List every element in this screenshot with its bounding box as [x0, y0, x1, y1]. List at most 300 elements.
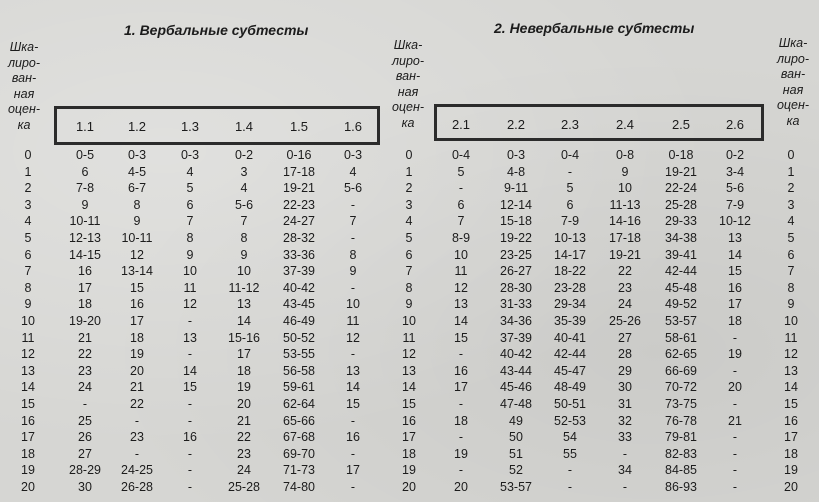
middle-scaled-score: 4 — [405, 214, 413, 229]
nonverbal-column-header: 2.5 — [671, 117, 691, 132]
nonverbal-raw-score-cell: - — [567, 463, 573, 478]
verbal-raw-score-cell: 7 — [240, 214, 248, 229]
nonverbal-raw-score-cell: 16 — [454, 363, 468, 378]
verbal-raw-score-cell: 7 — [186, 214, 194, 229]
verbal-raw-score-cell: 15 — [130, 280, 144, 295]
nonverbal-raw-score-cell: 0-4 — [451, 148, 471, 162]
verbal-raw-score-cell: 5 — [186, 181, 194, 196]
table-row — [0, 462, 819, 478]
verbal-raw-score-cell: - — [187, 446, 193, 461]
nonverbal-raw-score-cell: 23 — [618, 280, 632, 295]
right-scaled-score: 9 — [787, 297, 795, 312]
verbal-raw-score-cell: 67-68 — [283, 430, 315, 445]
verbal-raw-score-cell: 14 — [346, 380, 360, 395]
verbal-raw-score-cell: - — [350, 197, 356, 212]
nonverbal-raw-score-cell: - — [458, 463, 464, 478]
nonverbal-raw-score-cell: 16 — [728, 280, 742, 295]
middle-scaled-score-heading: Шка- лиро- ван- ная оцен- ка — [391, 38, 425, 130]
nonverbal-raw-score-cell: 79-81 — [665, 430, 697, 445]
verbal-raw-score-cell: 3 — [240, 164, 248, 179]
nonverbal-raw-score-cell: 5 — [566, 181, 574, 196]
verbal-raw-score-cell: 21 — [130, 380, 144, 395]
middle-scaled-score: 19 — [402, 463, 416, 478]
left-scaled-score: 6 — [24, 247, 32, 262]
right-scaled-score: 4 — [787, 214, 795, 229]
right-scaled-score: 11 — [784, 330, 798, 345]
verbal-raw-score-cell: - — [350, 480, 356, 494]
verbal-raw-score-cell: 17 — [346, 463, 360, 478]
nonverbal-raw-score-cell: 24 — [618, 297, 632, 312]
nonverbal-raw-score-cell: - — [567, 480, 573, 494]
verbal-raw-score-cell: 40-42 — [283, 280, 315, 295]
verbal-raw-score-cell: 10 — [237, 264, 251, 279]
nonverbal-raw-score-cell: 62-65 — [665, 347, 697, 362]
verbal-raw-score-cell: - — [187, 397, 193, 411]
nonverbal-raw-score-cell: - — [458, 397, 464, 411]
left-scaled-score: 16 — [21, 413, 35, 428]
nonverbal-raw-score-cell: 3-4 — [725, 164, 745, 179]
verbal-raw-score-cell: 74-80 — [283, 480, 315, 494]
verbal-column-header: 1.5 — [289, 119, 309, 134]
middle-scaled-score: 3 — [405, 197, 413, 212]
verbal-raw-score-cell: 22 — [130, 397, 144, 411]
verbal-raw-score-cell: - — [187, 463, 193, 478]
middle-scaled-score: 16 — [402, 413, 416, 428]
verbal-raw-score-cell: 17-18 — [283, 164, 315, 179]
nonverbal-raw-score-cell: 12 — [454, 280, 468, 295]
nonverbal-raw-score-cell: 76-78 — [665, 413, 697, 428]
verbal-raw-score-cell: 10-11 — [69, 214, 101, 229]
nonverbal-raw-score-cell: 30 — [618, 380, 632, 395]
table-row — [0, 230, 819, 246]
nonverbal-raw-score-cell: 14-17 — [554, 247, 586, 262]
right-scaled-score: 3 — [787, 197, 795, 212]
middle-scaled-score: 6 — [405, 247, 413, 262]
verbal-raw-score-cell: 37-39 — [283, 264, 315, 279]
verbal-raw-score-cell: 4 — [186, 164, 194, 179]
right-scaled-score: 16 — [784, 413, 798, 428]
verbal-raw-score-cell: 12 — [346, 330, 360, 345]
middle-scaled-score: 15 — [402, 397, 416, 411]
verbal-raw-score-cell: 15 — [183, 380, 197, 395]
nonverbal-raw-score-cell: 15 — [728, 264, 742, 279]
nonverbal-raw-score-cell: - — [622, 480, 628, 494]
nonverbal-raw-score-cell: 34-38 — [665, 231, 697, 245]
right-scaled-score: 7 — [787, 264, 795, 279]
nonverbal-raw-score-cell: 15 — [454, 330, 468, 345]
nonverbal-raw-score-cell: 29-33 — [665, 214, 697, 229]
nonverbal-raw-score-cell: - — [732, 397, 738, 411]
nonverbal-raw-score-cell: 45-47 — [554, 363, 586, 378]
right-scaled-score: 20 — [784, 480, 798, 494]
verbal-raw-score-cell: 6-7 — [127, 181, 147, 196]
nonverbal-raw-score-cell: 12-14 — [500, 197, 532, 212]
nonverbal-raw-score-cell: - — [732, 430, 738, 445]
nonverbal-raw-score-cell: 23-28 — [554, 280, 586, 295]
right-scaled-score-heading: Шка- лиро- ван- ная оцен- ка — [776, 36, 810, 128]
middle-scaled-score: 18 — [402, 446, 416, 461]
nonverbal-raw-score-cell: 10 — [454, 247, 468, 262]
verbal-raw-score-cell: 4-5 — [127, 164, 147, 179]
left-scaled-score: 4 — [24, 214, 32, 229]
nonverbal-raw-score-cell: 70-72 — [665, 380, 697, 395]
verbal-raw-score-cell: 5-6 — [234, 197, 254, 212]
verbal-raw-score-cell: 17 — [78, 280, 92, 295]
left-scaled-score: 14 — [21, 380, 35, 395]
verbal-column-header: 1.1 — [75, 119, 95, 134]
nonverbal-raw-score-cell: 19 — [454, 446, 468, 461]
nonverbal-raw-score-cell: 58-61 — [665, 330, 697, 345]
verbal-raw-score-cell: - — [350, 446, 356, 461]
verbal-raw-score-cell: 17 — [237, 347, 251, 362]
nonverbal-raw-score-cell: - — [458, 430, 464, 445]
verbal-raw-score-cell: 8 — [186, 231, 194, 245]
verbal-raw-score-cell: 0-16 — [286, 148, 312, 162]
nonverbal-raw-score-cell: 0-8 — [615, 148, 635, 162]
right-scaled-score: 2 — [787, 181, 795, 196]
left-scaled-score: 3 — [24, 197, 32, 212]
verbal-raw-score-cell: 12 — [183, 297, 197, 312]
nonverbal-raw-score-cell: 34-36 — [500, 314, 532, 328]
left-scaled-score: 13 — [21, 363, 35, 378]
nonverbal-raw-score-cell: 6 — [457, 197, 465, 212]
verbal-raw-score-cell: 71-73 — [283, 463, 315, 478]
verbal-raw-score-cell: - — [350, 231, 356, 245]
verbal-raw-score-cell: 13-14 — [121, 264, 153, 279]
left-scaled-score: 1 — [24, 164, 32, 179]
nonverbal-raw-score-cell: 22 — [618, 264, 632, 279]
nonverbal-raw-score-cell: - — [458, 181, 464, 196]
verbal-column-header: 1.3 — [180, 119, 200, 134]
table-row — [0, 429, 819, 445]
nonverbal-raw-score-cell: 13 — [728, 231, 742, 245]
verbal-raw-score-cell: 46-49 — [283, 314, 315, 328]
nonverbal-raw-score-cell: 82-83 — [665, 446, 697, 461]
nonverbal-column-header: 2.4 — [615, 117, 635, 132]
verbal-raw-score-cell: - — [187, 347, 193, 362]
nonverbal-raw-score-cell: 42-44 — [665, 264, 697, 279]
nonverbal-raw-score-cell: 86-93 — [665, 480, 697, 494]
verbal-raw-score-cell: 33-36 — [283, 247, 315, 262]
verbal-raw-score-cell: 11 — [346, 314, 360, 328]
left-scaled-score: 8 — [24, 280, 32, 295]
verbal-raw-score-cell: 19 — [130, 347, 144, 362]
verbal-raw-score-cell: 27 — [78, 446, 92, 461]
right-scaled-score: 14 — [784, 380, 798, 395]
nonverbal-raw-score-cell: 47-48 — [500, 397, 532, 411]
right-scaled-score: 19 — [784, 463, 798, 478]
right-scaled-score: 15 — [784, 397, 798, 411]
verbal-raw-score-cell: 14 — [183, 363, 197, 378]
nonverbal-raw-score-cell: 20 — [728, 380, 742, 395]
nonverbal-raw-score-cell: 50 — [509, 430, 523, 445]
verbal-raw-score-cell: 19 — [237, 380, 251, 395]
nonverbal-raw-score-cell: 17 — [454, 380, 468, 395]
nonverbal-raw-score-cell: 5-6 — [725, 181, 745, 196]
nonverbal-subtests-title: 2. Невербальные субтесты — [494, 20, 695, 36]
verbal-raw-score-cell: 19-21 — [283, 181, 315, 196]
verbal-raw-score-cell: 28-29 — [69, 463, 101, 478]
table-row — [0, 147, 819, 163]
middle-scaled-score: 12 — [402, 347, 416, 362]
verbal-raw-score-cell: 15-16 — [228, 330, 260, 345]
middle-scaled-score: 13 — [402, 363, 416, 378]
table-row — [0, 263, 819, 279]
nonverbal-raw-score-cell: 39-41 — [665, 247, 697, 262]
nonverbal-raw-score-cell: 19-22 — [500, 231, 532, 245]
table-row — [0, 396, 819, 412]
nonverbal-raw-score-cell: 10 — [618, 181, 632, 196]
verbal-raw-score-cell: 11-12 — [228, 280, 260, 295]
right-scaled-score: 18 — [784, 446, 798, 461]
verbal-raw-score-cell: 16 — [78, 264, 92, 279]
verbal-raw-score-cell: 24 — [237, 463, 251, 478]
verbal-raw-score-cell: 6 — [81, 164, 89, 179]
right-scaled-score: 0 — [787, 148, 795, 162]
verbal-raw-score-cell: 30 — [78, 480, 92, 494]
nonverbal-raw-score-cell: 34 — [618, 463, 632, 478]
verbal-raw-score-cell: 23 — [130, 430, 144, 445]
table-row — [0, 197, 819, 213]
table-row — [0, 446, 819, 462]
table-row — [0, 363, 819, 379]
verbal-raw-score-cell: 13 — [237, 297, 251, 312]
verbal-raw-score-cell: 69-70 — [283, 446, 315, 461]
nonverbal-raw-score-cell: - — [458, 347, 464, 362]
nonverbal-column-header: 2.3 — [560, 117, 580, 132]
verbal-raw-score-cell: 62-64 — [283, 397, 315, 411]
table-row — [0, 296, 819, 312]
verbal-raw-score-cell: 10-11 — [121, 231, 153, 245]
nonverbal-raw-score-cell: 11-13 — [609, 197, 641, 212]
nonverbal-raw-score-cell: 73-75 — [665, 397, 697, 411]
nonverbal-raw-score-cell: 37-39 — [500, 330, 532, 345]
nonverbal-raw-score-cell: 27 — [618, 330, 632, 345]
nonverbal-raw-score-cell: - — [732, 463, 738, 478]
nonverbal-raw-score-cell: 17-18 — [609, 231, 641, 245]
right-scaled-score: 8 — [787, 280, 795, 295]
verbal-raw-score-cell: - — [350, 413, 356, 428]
middle-scaled-score: 14 — [402, 380, 416, 395]
verbal-raw-score-cell: 0-2 — [234, 148, 254, 162]
nonverbal-raw-score-cell: 29 — [618, 363, 632, 378]
nonverbal-raw-score-cell: 49-52 — [665, 297, 697, 312]
nonverbal-raw-score-cell: 0-4 — [560, 148, 580, 162]
nonverbal-raw-score-cell: 53-57 — [665, 314, 697, 328]
right-scaled-score: 10 — [784, 314, 798, 328]
nonverbal-raw-score-cell: 0-3 — [506, 148, 526, 162]
verbal-raw-score-cell: - — [187, 413, 193, 428]
right-scaled-score: 17 — [784, 430, 798, 445]
nonverbal-raw-score-cell: 32 — [618, 413, 632, 428]
nonverbal-raw-score-cell: - — [732, 480, 738, 494]
nonverbal-raw-score-cell: 13 — [454, 297, 468, 312]
verbal-raw-score-cell: - — [350, 347, 356, 362]
left-scaled-score: 10 — [21, 314, 35, 328]
verbal-raw-score-cell: 50-52 — [283, 330, 315, 345]
nonverbal-raw-score-cell: - — [732, 363, 738, 378]
verbal-raw-score-cell: - — [187, 314, 193, 328]
table-row — [0, 247, 819, 263]
verbal-raw-score-cell: 14-15 — [69, 247, 101, 262]
verbal-raw-score-cell: 0-3 — [343, 148, 363, 162]
verbal-raw-score-cell: 0-5 — [75, 148, 95, 162]
verbal-raw-score-cell: 9 — [133, 214, 141, 229]
table-row — [0, 280, 819, 296]
nonverbal-raw-score-cell: 33 — [618, 430, 632, 445]
verbal-column-header: 1.4 — [234, 119, 254, 134]
table-row — [0, 479, 819, 495]
verbal-raw-score-cell: 11 — [183, 280, 197, 295]
verbal-raw-score-cell: - — [187, 480, 193, 494]
middle-scaled-score: 2 — [405, 181, 413, 196]
nonverbal-raw-score-cell: 31 — [618, 397, 632, 411]
nonverbal-raw-score-cell: 53-57 — [500, 480, 532, 494]
right-scaled-score: 12 — [784, 347, 798, 362]
verbal-raw-score-cell: 53-55 — [283, 347, 315, 362]
verbal-raw-score-cell: 0-3 — [180, 148, 200, 162]
verbal-raw-score-cell: 10 — [183, 264, 197, 279]
verbal-raw-score-cell: 24-27 — [283, 214, 315, 229]
verbal-raw-score-cell: 5-6 — [343, 181, 363, 196]
verbal-raw-score-cell: 13 — [346, 363, 360, 378]
nonverbal-column-header: 2.2 — [506, 117, 526, 132]
nonverbal-raw-score-cell: 45-48 — [665, 280, 697, 295]
nonverbal-raw-score-cell: 25-26 — [609, 314, 641, 328]
nonverbal-raw-score-cell: 48-49 — [554, 380, 586, 395]
nonverbal-raw-score-cell: 51 — [509, 446, 523, 461]
verbal-raw-score-cell: 18 — [237, 363, 251, 378]
nonverbal-raw-score-cell: 10-12 — [719, 214, 751, 229]
nonverbal-raw-score-cell: 0-18 — [668, 148, 694, 162]
verbal-raw-score-cell: 8 — [240, 231, 248, 245]
verbal-raw-score-cell: 7 — [349, 214, 357, 229]
table-row — [0, 164, 819, 180]
verbal-raw-score-cell: 59-61 — [283, 380, 315, 395]
verbal-raw-score-cell: 19-20 — [69, 314, 101, 328]
verbal-raw-score-cell: 4 — [240, 181, 248, 196]
middle-scaled-score: 11 — [402, 330, 416, 345]
verbal-raw-score-cell: 23 — [78, 363, 92, 378]
left-scaled-score: 0 — [24, 148, 32, 162]
middle-scaled-score: 17 — [402, 430, 416, 445]
left-scaled-score: 18 — [21, 446, 35, 461]
nonverbal-column-header: 2.6 — [725, 117, 745, 132]
verbal-raw-score-cell: 8 — [133, 197, 141, 212]
verbal-raw-score-cell: 23 — [237, 446, 251, 461]
verbal-raw-score-cell: 18 — [78, 297, 92, 312]
verbal-raw-score-cell: 28-32 — [283, 231, 315, 245]
verbal-raw-score-cell: 25 — [78, 413, 92, 428]
nonverbal-raw-score-cell: 20 — [454, 480, 468, 494]
verbal-raw-score-cell: 4 — [349, 164, 357, 179]
verbal-column-header: 1.2 — [127, 119, 147, 134]
nonverbal-raw-score-cell: 45-46 — [500, 380, 532, 395]
nonverbal-raw-score-cell: 14 — [454, 314, 468, 328]
nonverbal-raw-score-cell: 5 — [457, 164, 465, 179]
verbal-raw-score-cell: 9 — [349, 264, 357, 279]
nonverbal-raw-score-cell: 9-11 — [503, 181, 529, 196]
left-scaled-score: 19 — [21, 463, 35, 478]
left-scaled-score: 12 — [21, 347, 35, 362]
left-scaled-score: 15 — [21, 397, 35, 411]
verbal-raw-score-cell: 56-58 — [283, 363, 315, 378]
left-scaled-score-heading: Шка- лиро- ван- ная оцен- ка — [7, 40, 41, 132]
verbal-raw-score-cell: 43-45 — [283, 297, 315, 312]
verbal-column-header: 1.6 — [343, 119, 363, 134]
verbal-raw-score-cell: - — [350, 280, 356, 295]
verbal-raw-score-cell: 12-13 — [69, 231, 101, 245]
table-row — [0, 346, 819, 362]
nonverbal-raw-score-cell: 40-41 — [554, 330, 586, 345]
table-row — [0, 379, 819, 395]
table-row — [0, 313, 819, 329]
nonverbal-raw-score-cell: 11 — [454, 264, 468, 279]
nonverbal-raw-score-cell: 7 — [457, 214, 465, 229]
nonverbal-raw-score-cell: 10-13 — [554, 231, 586, 245]
verbal-raw-score-cell: 22 — [237, 430, 251, 445]
nonverbal-raw-score-cell: 28 — [618, 347, 632, 362]
nonverbal-raw-score-cell: 43-44 — [500, 363, 532, 378]
nonverbal-raw-score-cell: 7-9 — [560, 214, 580, 229]
left-scaled-score: 17 — [21, 430, 35, 445]
verbal-raw-score-cell: 20 — [130, 363, 144, 378]
nonverbal-raw-score-cell: 6 — [566, 197, 574, 212]
left-scaled-score: 20 — [21, 480, 35, 494]
middle-scaled-score: 7 — [405, 264, 413, 279]
verbal-raw-score-cell: 65-66 — [283, 413, 315, 428]
verbal-raw-score-cell: 22-23 — [283, 197, 315, 212]
nonverbal-raw-score-cell: 40-42 — [500, 347, 532, 362]
middle-scaled-score: 9 — [405, 297, 413, 312]
nonverbal-raw-score-cell: 50-51 — [554, 397, 586, 411]
verbal-raw-score-cell: 13 — [183, 330, 197, 345]
verbal-raw-score-cell: 16 — [183, 430, 197, 445]
right-scaled-score: 6 — [787, 247, 795, 262]
verbal-raw-score-cell: 25-28 — [228, 480, 260, 494]
verbal-raw-score-cell: 12 — [130, 247, 144, 262]
verbal-raw-score-cell: 0-3 — [127, 148, 147, 162]
verbal-raw-score-cell: - — [134, 446, 140, 461]
table-row — [0, 330, 819, 346]
nonverbal-raw-score-cell: 52 — [509, 463, 523, 478]
left-scaled-score: 11 — [21, 330, 35, 345]
nonverbal-raw-score-cell: 31-33 — [500, 297, 532, 312]
verbal-raw-score-cell: 14 — [237, 314, 251, 328]
verbal-raw-score-cell: 20 — [237, 397, 251, 411]
nonverbal-raw-score-cell: 22-24 — [665, 181, 697, 196]
verbal-raw-score-cell: 16 — [346, 430, 360, 445]
nonverbal-raw-score-cell: 28-30 — [500, 280, 532, 295]
nonverbal-raw-score-cell: 8-9 — [451, 231, 471, 245]
nonverbal-raw-score-cell: 19-21 — [665, 164, 697, 179]
verbal-raw-score-cell: 6 — [186, 197, 194, 212]
verbal-raw-score-cell: 15 — [346, 397, 360, 411]
nonverbal-raw-score-cell: 66-69 — [665, 363, 697, 378]
nonverbal-raw-score-cell: 26-27 — [500, 264, 532, 279]
right-scaled-score: 1 — [787, 164, 795, 179]
nonverbal-raw-score-cell: 49 — [509, 413, 523, 428]
middle-scaled-score: 20 — [402, 480, 416, 494]
nonverbal-raw-score-cell: 14-16 — [609, 214, 641, 229]
nonverbal-raw-score-cell: 19-21 — [609, 247, 641, 262]
verbal-raw-score-cell: 9 — [186, 247, 194, 262]
verbal-raw-score-cell: - — [134, 413, 140, 428]
nonverbal-raw-score-cell: 52-53 — [554, 413, 586, 428]
nonverbal-raw-score-cell: 7-9 — [725, 197, 745, 212]
verbal-raw-score-cell: 24-25 — [121, 463, 153, 478]
verbal-raw-score-cell: 22 — [78, 347, 92, 362]
